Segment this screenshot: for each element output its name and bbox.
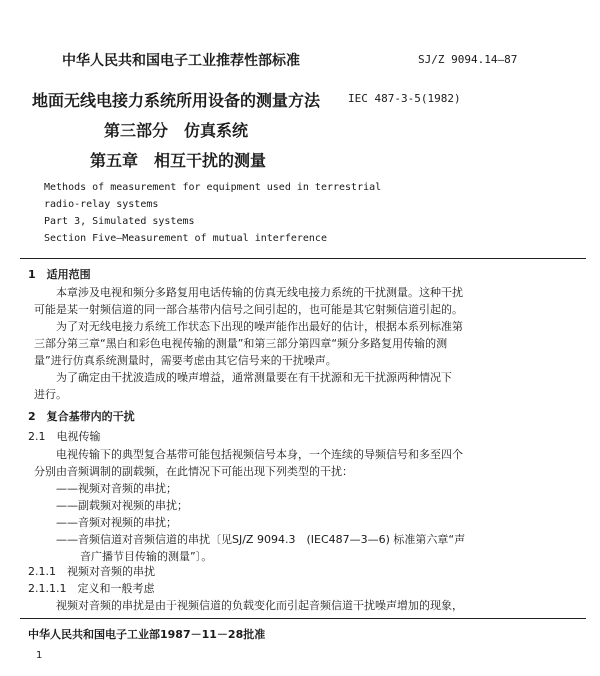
subsection-2-1-heading: 2.1 电视传输: [28, 430, 101, 443]
english-title-line-1: Methods of measurement for equipment used in terrestrial: [44, 182, 382, 193]
text-line: 为了确定由干扰波造成的噪声增益，通常测量要在有干扰源和无干扰源两种情况下: [56, 371, 452, 384]
text-line: 视频对音频的串扰是由于视频信道的负载变化而引起音频信道干扰噪声增加的现象，: [56, 599, 463, 612]
part-title: 第三部分 仿真系统: [104, 121, 249, 140]
text-line: 为了对无线电接力系统工作状态下出现的噪声能作出最好的估计，根据本系列标准第: [56, 320, 463, 333]
text-line: 电视传输下的典型复合基带可能包括视频信号本身，一个连续的导频信号和多至四个: [56, 448, 463, 461]
section-1-paragraph: [34, 284, 463, 403]
text-line: 分别由音频调制的副载频，在此情况下可能出现下列类型的干扰：: [34, 465, 353, 478]
subsection-2-1-1-1-heading: 2.1.1.1 定义和一般考虑: [28, 582, 155, 595]
list-item-continuation: 音广播节目传输的测量”〕。: [80, 550, 213, 563]
list-item: ——音频信道对音频信道的串扰〔见SJ/Z 9094.3 (IEC487—3—6) 标准第六章“声: [56, 533, 466, 546]
chapter-title: 第五章 相互干扰的测量: [90, 151, 267, 170]
document-title: 地面无线电接力系统所用设备的测量方法: [32, 91, 321, 110]
english-title-line-2: radio-relay systems: [44, 199, 159, 210]
section-2-1-body: [34, 446, 465, 565]
text-line: 本章涉及电视和频分多路复用电话传输的仿真无线电接力系统的干扰测量。这种干扰: [56, 286, 463, 299]
text-line: 三部分第三章“黑白和彩色电视传输的测量”和第三部分第四章“频分多路复用传输的测: [34, 337, 448, 350]
section-2-heading: 2 复合基带内的干扰: [28, 410, 135, 423]
issuing-authority: 中华人民共和国电子工业推荐性部标准: [62, 53, 300, 69]
subsection-2-1-1-heading: 2.1.1 视频对音频的串扰: [28, 565, 155, 578]
approval-note: 中华人民共和国电子工业部1987－11－28批准: [28, 628, 266, 641]
page-number: 1: [36, 650, 43, 661]
text-line: 进行。: [34, 388, 67, 401]
footer-divider: [20, 618, 586, 619]
list-item: ——视频对音频的串扰；: [56, 482, 177, 495]
iec-reference: IEC 487-3-5(1982): [348, 92, 461, 105]
english-title-line-3: Part 3, Simulated systems: [44, 216, 195, 227]
text-line: 可能是某一射频信道的同一部合基带内信号之间引起的，也可能是其它射频信道引起的。: [34, 303, 463, 316]
list-item: ——副载频对视频的串扰；: [56, 499, 188, 512]
english-title-line-4: Section Five—Measurement of mutual interference: [44, 233, 327, 244]
list-item: ——音频对视频的串扰；: [56, 516, 177, 529]
header-divider: [20, 258, 586, 259]
section-1-heading: 1 适用范围: [28, 268, 91, 281]
text-line: 量”进行仿真系统测量时，需要考虑由其它信号来的干扰噪声。: [34, 354, 337, 367]
standard-code: SJ/Z 9094.14—87: [418, 53, 518, 66]
